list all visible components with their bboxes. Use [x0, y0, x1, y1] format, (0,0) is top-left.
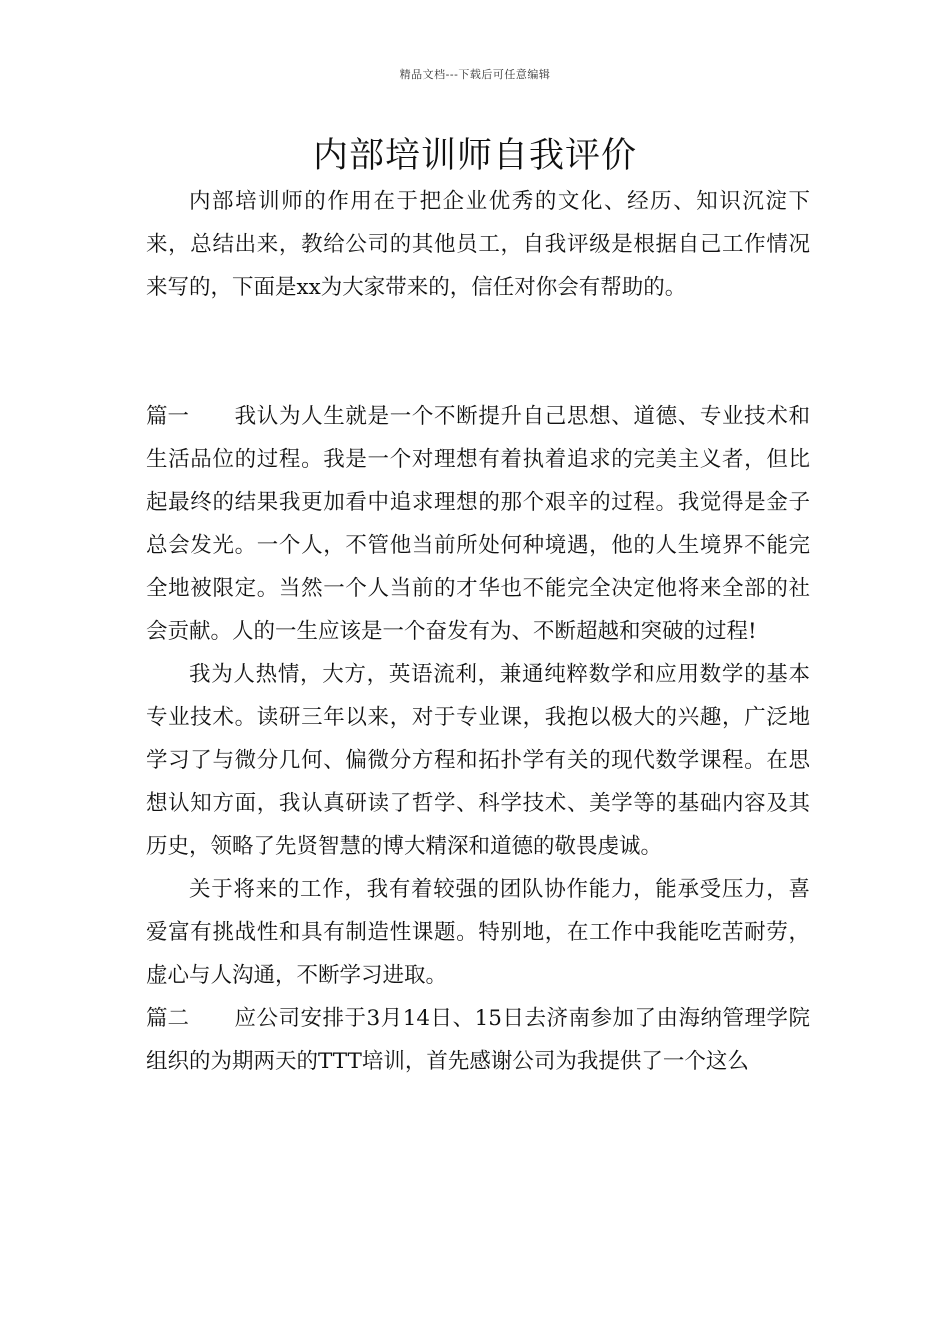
header-note: 精品文档---下载后可任意编辑 [399, 68, 551, 81]
section-gap [146, 309, 810, 395]
section-1-paragraph-2: 我为人热情，大方，英语流利，兼通纯粹数学和应用数学的基本专业技术。读研三年以来，对于专业课，我抱以极大的兴趣，广泛地学习了与微分几何、偏微分方程和拓扑学有关的现代数学课程。在思想认知方面，我认真研读了哲学、科学技术、美学等的基础内容及其历史，领略了先贤智慧的博大精深和道德的敬畏虔诚。 [146, 662, 810, 859]
section-1-paragraph-3: 关于将来的工作，我有着较强的团队协作能力，能承受压力，喜爱富有挑战性和具有制造性课题。特别地，在工作中我能吃苦耐劳，虚心与人沟通，不断学习进取。 [146, 877, 810, 988]
section-1-text: 我认为人生就是一个不断提升自己思想、道德、专业技术和生活品位的过程。我是一个对理想有着执着追求的完美主义者，但比起最终的结果我更加看中追求理想的那个艰辛的过程。我觉得是金子总会发光。一个人，不管他当前所处何种境遇，他的人生境界不能完全地被限定。当然一个人当前的才华也不能完全决定他将来全部的社会贡献。人的一生应该是一个奋发有为、不断超越和突破的过程! [146, 404, 810, 644]
intro-paragraph: 内部培训师的作用在于把企业优秀的文化、经历、知识沉淀下来，总结出来，教给公司的其他员工，自我评级是根据自己工作情况来写的，下面是xx为大家带来的，信任对你会有帮助的。 [146, 189, 810, 300]
section-2-first-paragraph [146, 997, 810, 1083]
section-1-first-paragraph [146, 395, 810, 653]
document-title: 内部培训师自我评价 [312, 136, 637, 176]
section-2-text: 应公司安排于3月14日、15日去济南参加了由海纳管理学院组织的为期两天的TTT培训，首先感谢公司为我提供了一个这么 [146, 1006, 810, 1074]
section-2-label: 篇二 [146, 1006, 190, 1031]
document-body [146, 180, 810, 1083]
section-1-label: 篇一 [146, 404, 190, 429]
